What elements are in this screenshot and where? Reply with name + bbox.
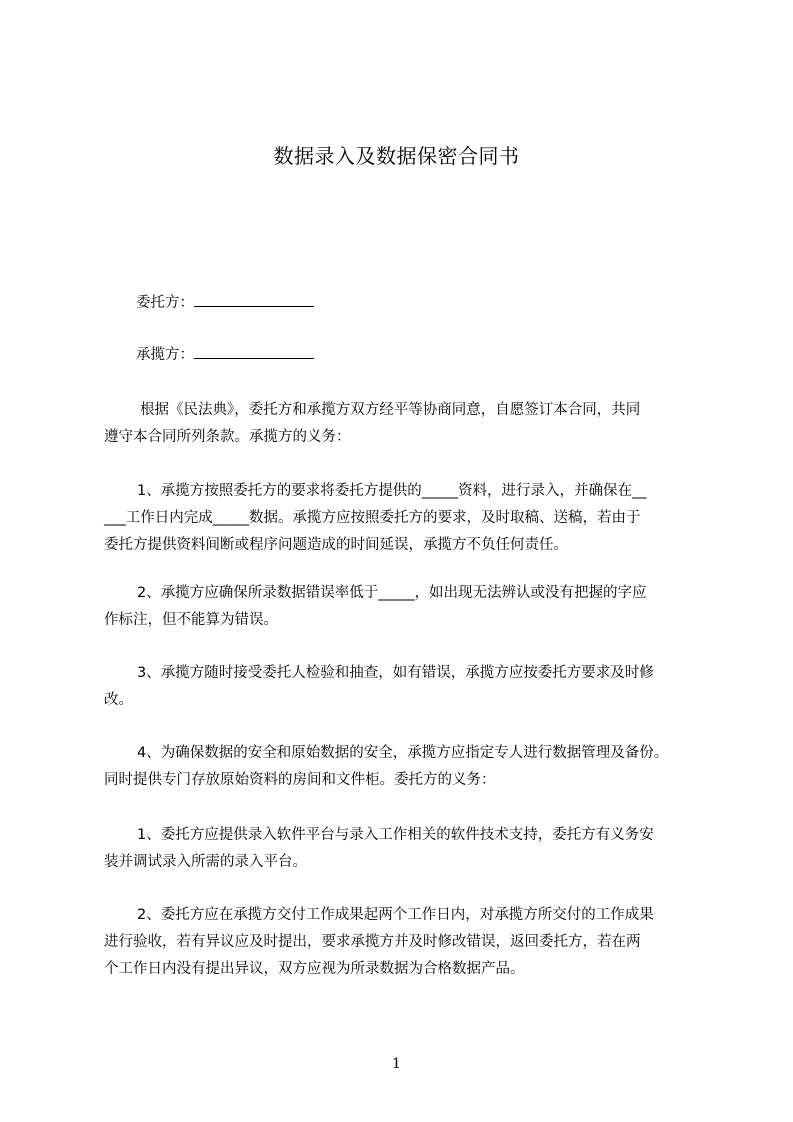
client-party-blank	[194, 292, 314, 307]
paragraph-line: 同时提供专门存放原始资料的房间和文件柜。委托方的义务：	[104, 772, 496, 788]
document-title: 数据录入及数据保密合同书	[273, 144, 520, 168]
contractor-duty-2	[104, 580, 724, 634]
preamble-paragraph	[104, 397, 724, 451]
paragraph-line: 进行验收，若有异议应及时提出，要求承揽方并及时修改错误，返回委托方，若在两	[104, 934, 641, 950]
contractor-duty-3	[104, 660, 724, 714]
paragraph-line: 装并调试录入所需的录入平台。	[104, 854, 307, 870]
contractor-party-label: 承揽方：	[136, 347, 194, 363]
contractor-party-blank	[194, 344, 314, 359]
client-party-label: 委托方：	[136, 295, 194, 311]
paragraph-line: ___工作日内完成_____数据。承揽方应按照委托方的要求，及时取稿、送稿，若由于	[104, 510, 641, 526]
paragraph-line: 1、承揽方按照委托方的要求将委托方提供的_____资料，进行录入，并确保在__	[137, 483, 647, 499]
paragraph-line: 4、为确保数据的安全和原始数据的安全，承揽方应指定专人进行数据管理及备份。	[137, 745, 669, 761]
paragraph-line: 委托方提供资料间断或程序问题造成的时间延误，承揽方不负任何责任。	[104, 537, 568, 553]
paragraph-line: 3、承揽方随时接受委托人检验和抽查，如有错误，承揽方应按委托方要求及时修	[137, 665, 654, 681]
contractor-duty-1	[104, 478, 724, 559]
paragraph-line: 改。	[104, 692, 133, 708]
client-duty-2	[104, 902, 724, 983]
client-party-line	[136, 292, 314, 313]
paragraph-line: 2、承揽方应确保所录数据错误率低于_____，如出现无法辨认或没有把握的字应	[137, 585, 647, 601]
paragraph-line: 个工作日内没有提出异议，双方应视为所录数据为合格数据产品。	[104, 961, 525, 977]
preamble-line: 根据《民法典》，委托方和承揽方双方经平等协商同意，自愿签订本合同，共同	[140, 402, 641, 418]
contractor-party-line	[136, 344, 314, 365]
page-number: 1	[392, 1056, 401, 1072]
preamble-line: 遵守本合同所列条款。承揽方的义务：	[104, 429, 351, 445]
paragraph-line: 1、委托方应提供录入软件平台与录入工作相关的软件技术支持，委托方有义务安	[137, 827, 654, 843]
client-duty-1	[104, 822, 724, 876]
paragraph-line: 作标注，但不能算为错误。	[104, 612, 278, 628]
paragraph-line: 2、委托方应在承揽方交付工作成果起两个工作日内，对承揽方所交付的工作成果	[137, 907, 654, 923]
contractor-duty-4	[104, 740, 724, 794]
